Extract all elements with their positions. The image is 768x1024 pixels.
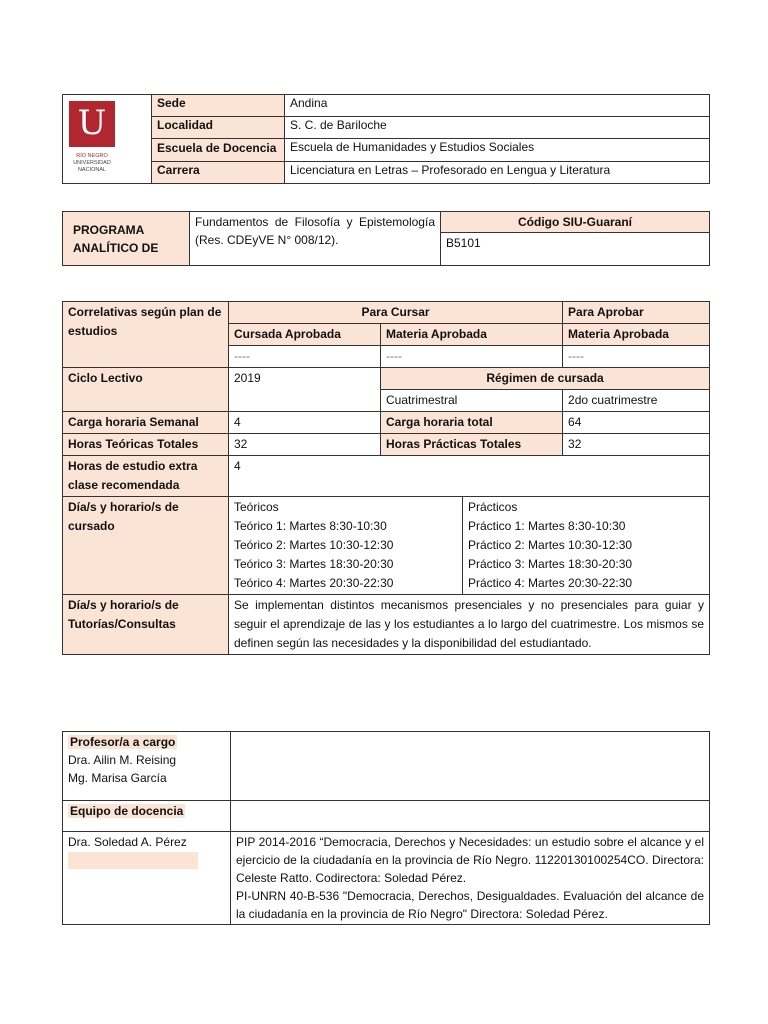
localidad-label: Localidad [152, 116, 285, 138]
sede-value: Andina [285, 95, 710, 117]
ciclo-label: Ciclo Lectivo [63, 368, 229, 412]
teorico-item: Teórico 3: Martes 18:30-20:30 [234, 557, 394, 571]
university-logo [63, 95, 151, 183]
practico-item: Práctico 4: Martes 20:30-22:30 [468, 576, 633, 590]
logo-mark-icon: U [69, 101, 115, 147]
teorico-item: Teórico 1: Martes 8:30-10:30 [234, 519, 387, 533]
tutorias-label: Día/s y horario/s de Tutorías/Consultas [63, 595, 229, 655]
teoricos-title: Teóricos [234, 500, 279, 514]
escuela-value: Escuela de Humanidades y Estudios Sociales [285, 138, 710, 161]
practico-item: Práctico 1: Martes 8:30-10:30 [468, 519, 626, 533]
siu-value: B5101 [441, 233, 710, 266]
practicos-title: Prácticos [468, 500, 518, 514]
logo-cell [63, 95, 152, 184]
carga-semanal-value: 4 [229, 412, 381, 434]
regimen-label: Régimen de cursada [381, 368, 710, 390]
tutorias-text: Se implementan distintos mecanismos presenciales y no presenciales para guiar y seguir el aprendizaje de las y los estudiantes a lo largo del cuatrimestre. Los mismos se definen según las necesidades y la disponibilidad del estudiantado. [229, 595, 710, 655]
regimen-value: Cuatrimestral [381, 390, 563, 412]
carrera-label: Carrera [152, 162, 285, 184]
carrera-value: Licenciatura en Letras – Profesorado en Lengua y Literatura [285, 162, 710, 184]
horas-teoricas-label: Horas Teóricas Totales [63, 434, 229, 456]
docente-cell [63, 832, 231, 925]
profesor-cell [63, 732, 231, 801]
correlativas-label: Correlativas según plan de estudios [63, 302, 229, 368]
correlativa-materia-value-2: ---- [563, 346, 710, 368]
profesor-detail [231, 732, 710, 801]
para-cursar-header: Para Cursar [229, 302, 563, 324]
programa-label: PROGRAMA ANALÍTICO DE [63, 212, 190, 266]
materia-aprobada-header-1: Materia Aprobada [381, 324, 563, 346]
practico-item: Práctico 3: Martes 18:30-20:30 [468, 557, 633, 571]
localidad-value: S. C. de Bariloche [285, 116, 710, 138]
docente-projects [231, 832, 710, 925]
ciclo-value: 2019 [229, 368, 381, 412]
horas-estudio-value: 4 [229, 456, 710, 497]
teorico-item: Teórico 4: Martes 20:30-22:30 [234, 576, 394, 590]
header-table [62, 94, 710, 184]
programa-table [62, 211, 710, 266]
escuela-label: Escuela de Docencia [152, 138, 285, 161]
horas-teoricas-value: 32 [229, 434, 381, 456]
equipo-detail [231, 801, 710, 832]
horas-estudio-label: Horas de estudio extra clase recomendada [63, 456, 229, 497]
profesor-name: Dra. Ailin M. Reising [68, 753, 177, 767]
correlativa-cursada-value: ---- [229, 346, 381, 368]
horas-practicas-value: 32 [563, 434, 710, 456]
equipo-cell [63, 801, 231, 832]
regimen-period: 2do cuatrimestre [563, 390, 710, 412]
sede-label: Sede [152, 95, 285, 117]
materia-aprobada-header-2: Materia Aprobada [563, 324, 710, 346]
programa-name: Fundamentos de Filosofía y Epistemología (Res. CDEyVE N° 008/12). [190, 212, 441, 266]
details-table [62, 301, 710, 655]
teorico-item: Teórico 2: Martes 10:30-12:30 [234, 538, 394, 552]
docente-name: Dra. Soledad A. Pérez [68, 835, 187, 849]
docente-highlight [68, 852, 198, 869]
proyecto-1: PIP 2014-2016 “Democracia, Derechos y Necesidades: un estudio sobre el alcance y el ejercicio de la ciudadanía en la provincia de Río Negro. 11220130100254CO. Directora: Celeste Ratto. Codirectora: Soledad Pérez. [236, 835, 704, 885]
teoricos-cell [229, 497, 463, 595]
practicos-cell [463, 497, 710, 595]
proyecto-2: PI-UNRN 40-B-536 "Democracia, Derechos, Desigualdades. Evaluación del alcance de la ciudadanía en la provincia de Río Negro" Directora: Soledad Pérez. [236, 889, 704, 921]
staff-table [62, 731, 710, 925]
equipo-label: Equipo de docencia [70, 804, 184, 818]
para-aprobar-header: Para Aprobar [563, 302, 710, 324]
cursada-aprobada-header: Cursada Aprobada [229, 324, 381, 346]
correlativa-materia-value-1: ---- [381, 346, 563, 368]
profesor-name: Mg. Marisa García [68, 771, 167, 785]
carga-semanal-label: Carga horaria Semanal [63, 412, 229, 434]
profesor-label: Profesor/a a cargo [70, 735, 176, 749]
practico-item: Práctico 2: Martes 10:30-12:30 [468, 538, 633, 552]
siu-label: Código SIU-Guaraní [441, 212, 710, 233]
horas-practicas-label: Horas Prácticas Totales [381, 434, 563, 456]
logo-text: RÍO NEGRO UNIVERSIDAD NACIONAL [73, 153, 111, 173]
horario-label: Día/s y horario/s de cursado [63, 497, 229, 595]
carga-total-label: Carga horaria total [381, 412, 563, 434]
carga-total-value: 64 [563, 412, 710, 434]
